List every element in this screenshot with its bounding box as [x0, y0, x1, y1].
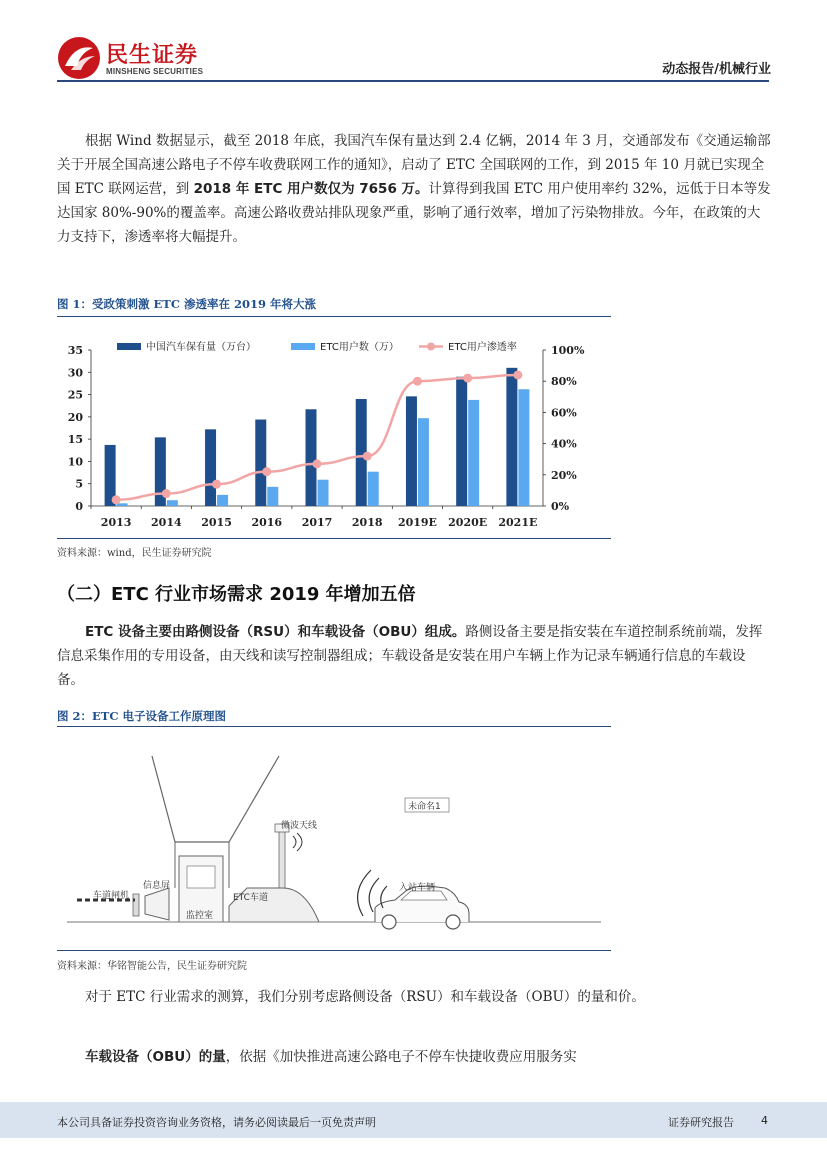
figure1-caption: 图 1：受政策刺激 ETC 渗透率在 2019 年将大涨 [57, 297, 317, 311]
y-right-tick-label: 0% [551, 500, 570, 513]
etc-device-lead: ETC 设备主要由路侧设备（RSU）和车载设备（OBU）组成。 [85, 624, 466, 640]
entering-car-label: 入站车辆 [399, 883, 436, 893]
x-tick-label: 2014 [151, 516, 182, 529]
x-tick-label: 2019E [397, 516, 437, 529]
y-left-tick-label: 20 [67, 410, 83, 424]
car-wheel-front [382, 915, 396, 929]
bar-etc-users [267, 487, 278, 506]
etc-principle-diagram [57, 738, 611, 946]
info-screen [145, 888, 169, 920]
penetration-rate-point [313, 459, 322, 468]
bar-etc-users [167, 500, 178, 506]
legend-swatch-1 [291, 343, 315, 350]
control-room-label: 监控室 [186, 911, 214, 921]
report-type: 动态报告/机械行业 [662, 62, 771, 77]
figure2-source: 资料来源：华铭智能公告，民生证券研究院 [57, 961, 247, 972]
y-left-tick-label: 5 [75, 477, 83, 491]
y-left-tick-label: 15 [67, 433, 83, 447]
figure2-bottom-rule [57, 950, 611, 951]
unnamed-tag-label: 未命名1 [408, 802, 441, 812]
y-left-tick-label: 30 [67, 366, 83, 380]
bar-etc-users [117, 503, 128, 506]
footer-report-label: 证券研究报告 [668, 1116, 734, 1129]
obu-paragraph [57, 1045, 771, 1069]
y-right-tick-label: 100% [551, 344, 585, 357]
etc-device-text: 路侧设备主要是指安装在车道控制系统前端，发挥信息采集作用的专用设备，由天线和读写控制器组成；车载设备是安装在用户车辆上作为记录车辆通行信息的车载设备。 [57, 624, 763, 688]
page-header [0, 0, 827, 84]
bar-etc-users [318, 480, 329, 506]
legend-label-1: ETC用户数（万） [320, 342, 399, 353]
intro-text-1: 根据 Wind 数据显示，截至 2018 年底，我国汽车保有量达到 2.4 亿辆，2014 年 3 月，交通部发布《交通运输部关于开展全国高速公路电子不停车收费联网工作的通知》，启动了 ETC 全国联网的工作，到 2015 年 10 月就已实现全国 ETC 联网运营，到 [57, 133, 771, 197]
control-room-window [187, 866, 215, 888]
bar-etc-users [368, 472, 379, 506]
bar-etc-users [418, 418, 429, 506]
toll-canopy [152, 756, 279, 842]
figure2-top-rule [57, 726, 611, 727]
penetration-rate-point [463, 374, 472, 383]
bar-etc-users [217, 495, 228, 506]
x-tick-label: 2016 [251, 516, 283, 529]
y-right-tick-label: 40% [551, 437, 577, 451]
figure1-top-rule [57, 316, 611, 317]
x-tick-label: 2013 [100, 516, 132, 529]
figure2-caption: 图 2：ETC 电子设备工作原理图 [57, 709, 226, 723]
x-tick-label: 2017 [301, 516, 333, 529]
etc-lane-label: ETC车道 [233, 893, 268, 903]
brand-name-cn: 民生证券 [106, 43, 199, 68]
penetration-rate-point [262, 467, 271, 476]
figure1-source: 资料来源：wind，民生证券研究院 [57, 548, 212, 559]
penetration-rate-point [413, 377, 422, 386]
penetration-rate-point [513, 370, 522, 379]
etc-device-paragraph [57, 620, 771, 692]
barrier-post [133, 894, 139, 916]
section-title: （二）ETC 行业市场需求 2019 年增加五倍 [57, 584, 416, 605]
legend-swatch-0 [117, 343, 141, 350]
x-tick-label: 2018 [351, 516, 383, 529]
bar-car-ownership [406, 396, 417, 506]
penetration-rate-point [212, 480, 221, 489]
demand-paragraph [57, 985, 771, 1009]
legend-label-2: ETC用户渗透率 [448, 342, 517, 353]
page-number: 4 [761, 1114, 768, 1127]
y-right-tick-label: 60% [551, 406, 577, 420]
bar-car-ownership [506, 368, 517, 506]
y-left-tick-label: 10 [67, 455, 83, 469]
bar-car-ownership [255, 420, 266, 506]
intro-text-3: 计算得到我国 ETC 用户使用率约 32%，远低于日本等发达国家 80%-90%的覆盖率。高速公路收费站排队现象严重，影响了通行效率，增加了污染物排放。今年，在政策的大力支持下，渗透率将大幅提升。 [57, 181, 771, 245]
minsheng-logo-icon [57, 36, 101, 80]
bar-car-ownership [456, 377, 467, 506]
y-left-tick-label: 25 [67, 388, 83, 402]
car-wheel-rear [446, 915, 460, 929]
etc-penetration-chart [57, 328, 611, 536]
penetration-rate-point [112, 495, 121, 504]
obu-text: ，依据《加快推进高速公路电子不停车快捷收费应用服务实 [225, 1049, 577, 1065]
penetration-rate-point [363, 452, 372, 461]
x-tick-label: 2015 [201, 516, 232, 529]
brand-name-en: MINSHENG SECURITIES [106, 67, 204, 76]
antenna-wave-icon [293, 833, 302, 851]
barrier-label: 车道闸机 [93, 891, 130, 901]
y-right-tick-label: 20% [551, 468, 577, 482]
intro-highlight: 2018 年 ETC 用户数仅为 7656 万。 [193, 181, 429, 197]
penetration-rate-point [162, 489, 171, 498]
y-left-tick-label: 0 [75, 500, 83, 513]
legend-marker-2 [427, 343, 435, 351]
x-tick-label: 2021E [498, 516, 538, 529]
x-tick-label: 2020E [448, 516, 488, 529]
figure1-bottom-rule [57, 538, 611, 539]
legend-label-0: 中国汽车保有量（万台） [146, 342, 256, 353]
bar-etc-users [468, 400, 479, 506]
microwave-antenna-label: 微波天线 [281, 821, 318, 831]
info-screen-label: 信息屏 [143, 881, 171, 891]
bar-car-ownership [306, 409, 317, 506]
header-rule [57, 80, 769, 82]
y-right-tick-label: 80% [551, 375, 577, 389]
footer-disclaimer: 本公司具备证券投资咨询业务资格，请务必阅读最后一页免责声明 [57, 1116, 376, 1129]
demand-text: 对于 ETC 行业需求的测算，我们分别考虑路侧设备（RSU）和车载设备（OBU）的量和价。 [85, 989, 645, 1005]
intro-paragraph [57, 129, 771, 249]
obu-lead: 车载设备（OBU）的量 [85, 1049, 226, 1065]
page-footer [0, 1102, 827, 1138]
bar-car-ownership [205, 429, 216, 506]
bar-etc-users [518, 389, 529, 506]
y-left-tick-label: 35 [67, 344, 83, 357]
